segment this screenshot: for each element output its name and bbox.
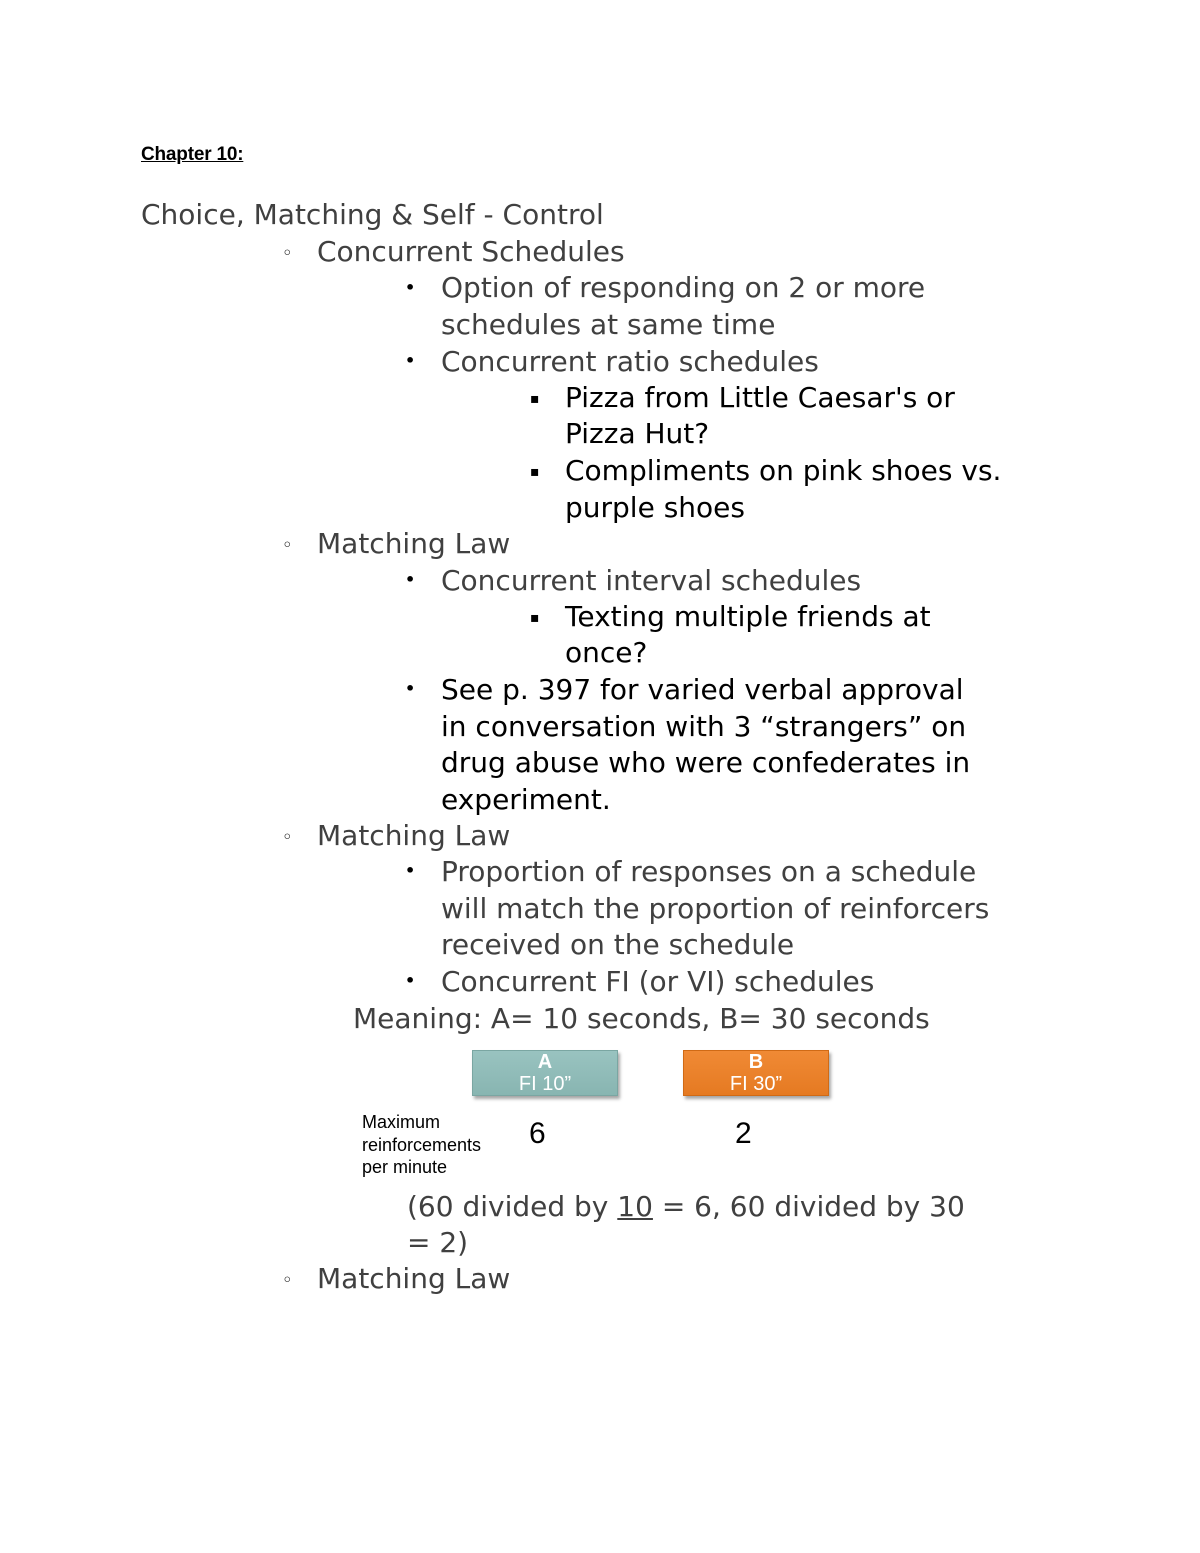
outline-item-matching-law-2: Matching Law [317, 819, 511, 852]
bullet-icon: ◦ [282, 1270, 293, 1291]
value-a: 6 [529, 1117, 546, 1150]
division-text-line1 [407, 1189, 965, 1226]
bullet-icon: • [405, 351, 416, 370]
outline-item-pizza-line2: Pizza Hut? [565, 417, 710, 450]
outline-item-compliments-line1: Compliments on pink shoes vs. [565, 454, 1002, 487]
box-a-label: FI 10” [518, 1073, 572, 1095]
outline-item-texting-line2: once? [565, 636, 648, 669]
outline-item-see-line4: experiment. [441, 783, 611, 816]
bullet-icon: ▪ [530, 464, 540, 480]
division-post: = 6, 60 divided by 30 [652, 1190, 965, 1223]
outline-item-see-line3: drug abuse who were confederates in [441, 746, 971, 779]
bullet-icon: • [405, 570, 416, 589]
bullet-icon: ▪ [530, 610, 540, 626]
outline-item-concurrent-ratio: Concurrent ratio schedules [441, 345, 819, 378]
division-underlined: 10 [617, 1190, 653, 1223]
outline-item-proportion-line3: received on the schedule [441, 928, 795, 961]
schedule-box-a [472, 1050, 618, 1096]
box-b-label: FI 30” [729, 1073, 783, 1095]
chapter-title: Chapter 10: [141, 144, 244, 165]
schedule-box-b [683, 1050, 829, 1096]
bullet-icon: • [405, 278, 416, 297]
value-b: 2 [735, 1117, 752, 1150]
division-pre: (60 divided by [407, 1190, 618, 1223]
outline-item-matching-law-3: Matching Law [317, 1262, 511, 1295]
outline-item-proportion-line2: will match the proportion of reinforcers [441, 892, 990, 925]
outline-item-matching-law-1: Matching Law [317, 527, 511, 560]
bullet-icon: • [405, 679, 416, 698]
bullet-icon: • [405, 971, 416, 990]
outline-item-texting-line1: Texting multiple friends at [565, 600, 931, 633]
bullet-icon: ◦ [282, 535, 293, 556]
max-label-line2: reinforcements [362, 1134, 482, 1155]
bullet-icon: • [405, 861, 416, 880]
box-a-letter: A [537, 1051, 553, 1073]
bullet-icon: ▪ [530, 391, 540, 407]
outline-item-option-line2: schedules at same time [441, 308, 776, 341]
bullet-icon: ◦ [282, 827, 293, 848]
max-label-line1: Maximum [362, 1112, 441, 1132]
outline-item-concurrent-schedules: Concurrent Schedules [317, 235, 625, 268]
outline-item-proportion-line1: Proportion of responses on a schedule [441, 855, 977, 888]
meaning-text: Meaning: A= 10 seconds, B= 30 seconds [353, 1002, 930, 1035]
outline-item-see-line2: in conversation with 3 “strangers” on [441, 710, 967, 743]
box-b-letter: B [748, 1051, 764, 1073]
outline-item-concurrent-interval: Concurrent interval schedules [441, 564, 862, 597]
main-heading: Choice, Matching & Self - Control [141, 198, 604, 231]
max-label-line3: per minute [362, 1157, 448, 1177]
bullet-icon: ◦ [282, 243, 293, 264]
outline-item-concurrent-fi: Concurrent FI (or VI) schedules [441, 965, 875, 998]
outline-item-see-line1: See p. 397 for varied verbal approval [441, 673, 964, 706]
outline-item-compliments-line2: purple shoes [565, 491, 745, 524]
outline-item-pizza-line1: Pizza from Little Caesar's or [565, 381, 955, 414]
division-text-line2: = 2) [407, 1226, 469, 1259]
max-reinforcements-label [362, 1111, 481, 1179]
outline-item-option-line1: Option of responding on 2 or more [441, 271, 926, 304]
